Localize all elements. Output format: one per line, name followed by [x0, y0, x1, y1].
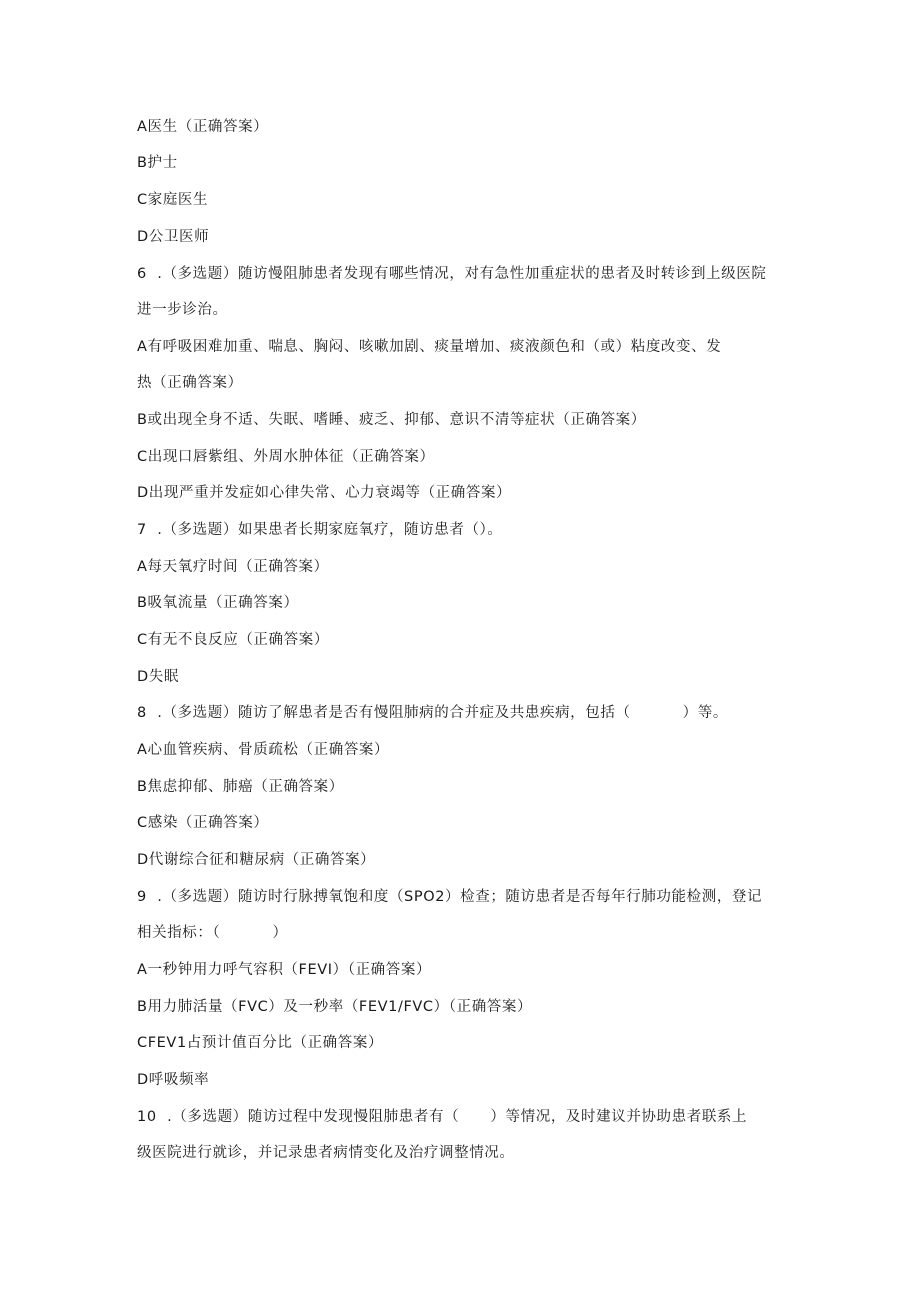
- option-7b: B吸氧流量（正确答案）: [137, 595, 299, 611]
- option-5a: A医生（正确答案）: [137, 119, 269, 135]
- option-8d: D代谢综合征和糖尿病（正确答案）: [137, 852, 376, 868]
- question-9-line-1: 9 .（多选题）随访时行脉搏氧饱和度（SPO2）检查；随访患者是否每年行肺功能检测，登记: [137, 889, 763, 905]
- option-9c: CFEV1占预计值百分比（正确答案）: [137, 1035, 384, 1051]
- question-10-line-1: 10 .（多选题）随访过程中发现慢阻肺患者有（ ）等情况，及时建议并协助患者联系上: [137, 1109, 748, 1125]
- option-7d: D失眠: [137, 669, 179, 685]
- option-6d: D出现严重并发症如心律失常、心力衰竭等（正确答案）: [137, 485, 512, 501]
- option-6a-line-1: A有呼吸困难加重、喘息、胸闷、咳嗽加剧、痰量增加、痰液颜色和（或）粘度改变、发: [137, 339, 722, 355]
- option-8c: C感染（正确答案）: [137, 815, 269, 831]
- option-9b: B用力肺活量（FVC）及一秒率（FEV1/FVC）（正确答案）: [137, 999, 533, 1015]
- question-9-line-2: 相关指标：（ ）: [137, 925, 288, 941]
- question-7: 7 .（多选题）如果患者长期家庭氧疗，随访患者（）。: [137, 522, 503, 538]
- question-10-line-2: 级医院进行就诊，并记录患者病情变化及治疗调整情况。: [137, 1145, 515, 1161]
- question-6-line-2: 进一步诊治。: [137, 302, 228, 318]
- option-7a: A每天氧疗时间（正确答案）: [137, 559, 329, 575]
- question-6-line-1: 6 .（多选题）随访慢阻肺患者发现有哪些情况，对有急性加重症状的患者及时转诊到上级医院: [137, 266, 767, 282]
- option-6a-line-2: 热（正确答案）: [137, 375, 243, 391]
- option-5d: D公卫医师: [137, 229, 210, 245]
- option-9d: D呼吸频率: [137, 1072, 210, 1088]
- option-5c: C家庭医生: [137, 192, 209, 208]
- option-6b: B或出现全身不适、失眠、嗜睡、疲乏、抑郁、意识不清等症状（正确答案）: [137, 412, 646, 428]
- option-5b: B护士: [137, 155, 178, 171]
- question-8: 8 .（多选题）随访了解患者是否有慢阻肺病的合并症及共患疾病，包括（ ）等。: [137, 705, 728, 721]
- option-8a: A心血管疾病、骨质疏松（正确答案）: [137, 742, 390, 758]
- option-9a: A一秒钟用力呼气容积（FEVI）（正确答案）: [137, 962, 432, 978]
- option-7c: C有无不良反应（正确答案）: [137, 632, 329, 648]
- option-6c: C出现口唇紫组、外周水肿体征（正确答案）: [137, 449, 435, 465]
- option-8b: B焦虑抑郁、肺癌（正确答案）: [137, 779, 344, 795]
